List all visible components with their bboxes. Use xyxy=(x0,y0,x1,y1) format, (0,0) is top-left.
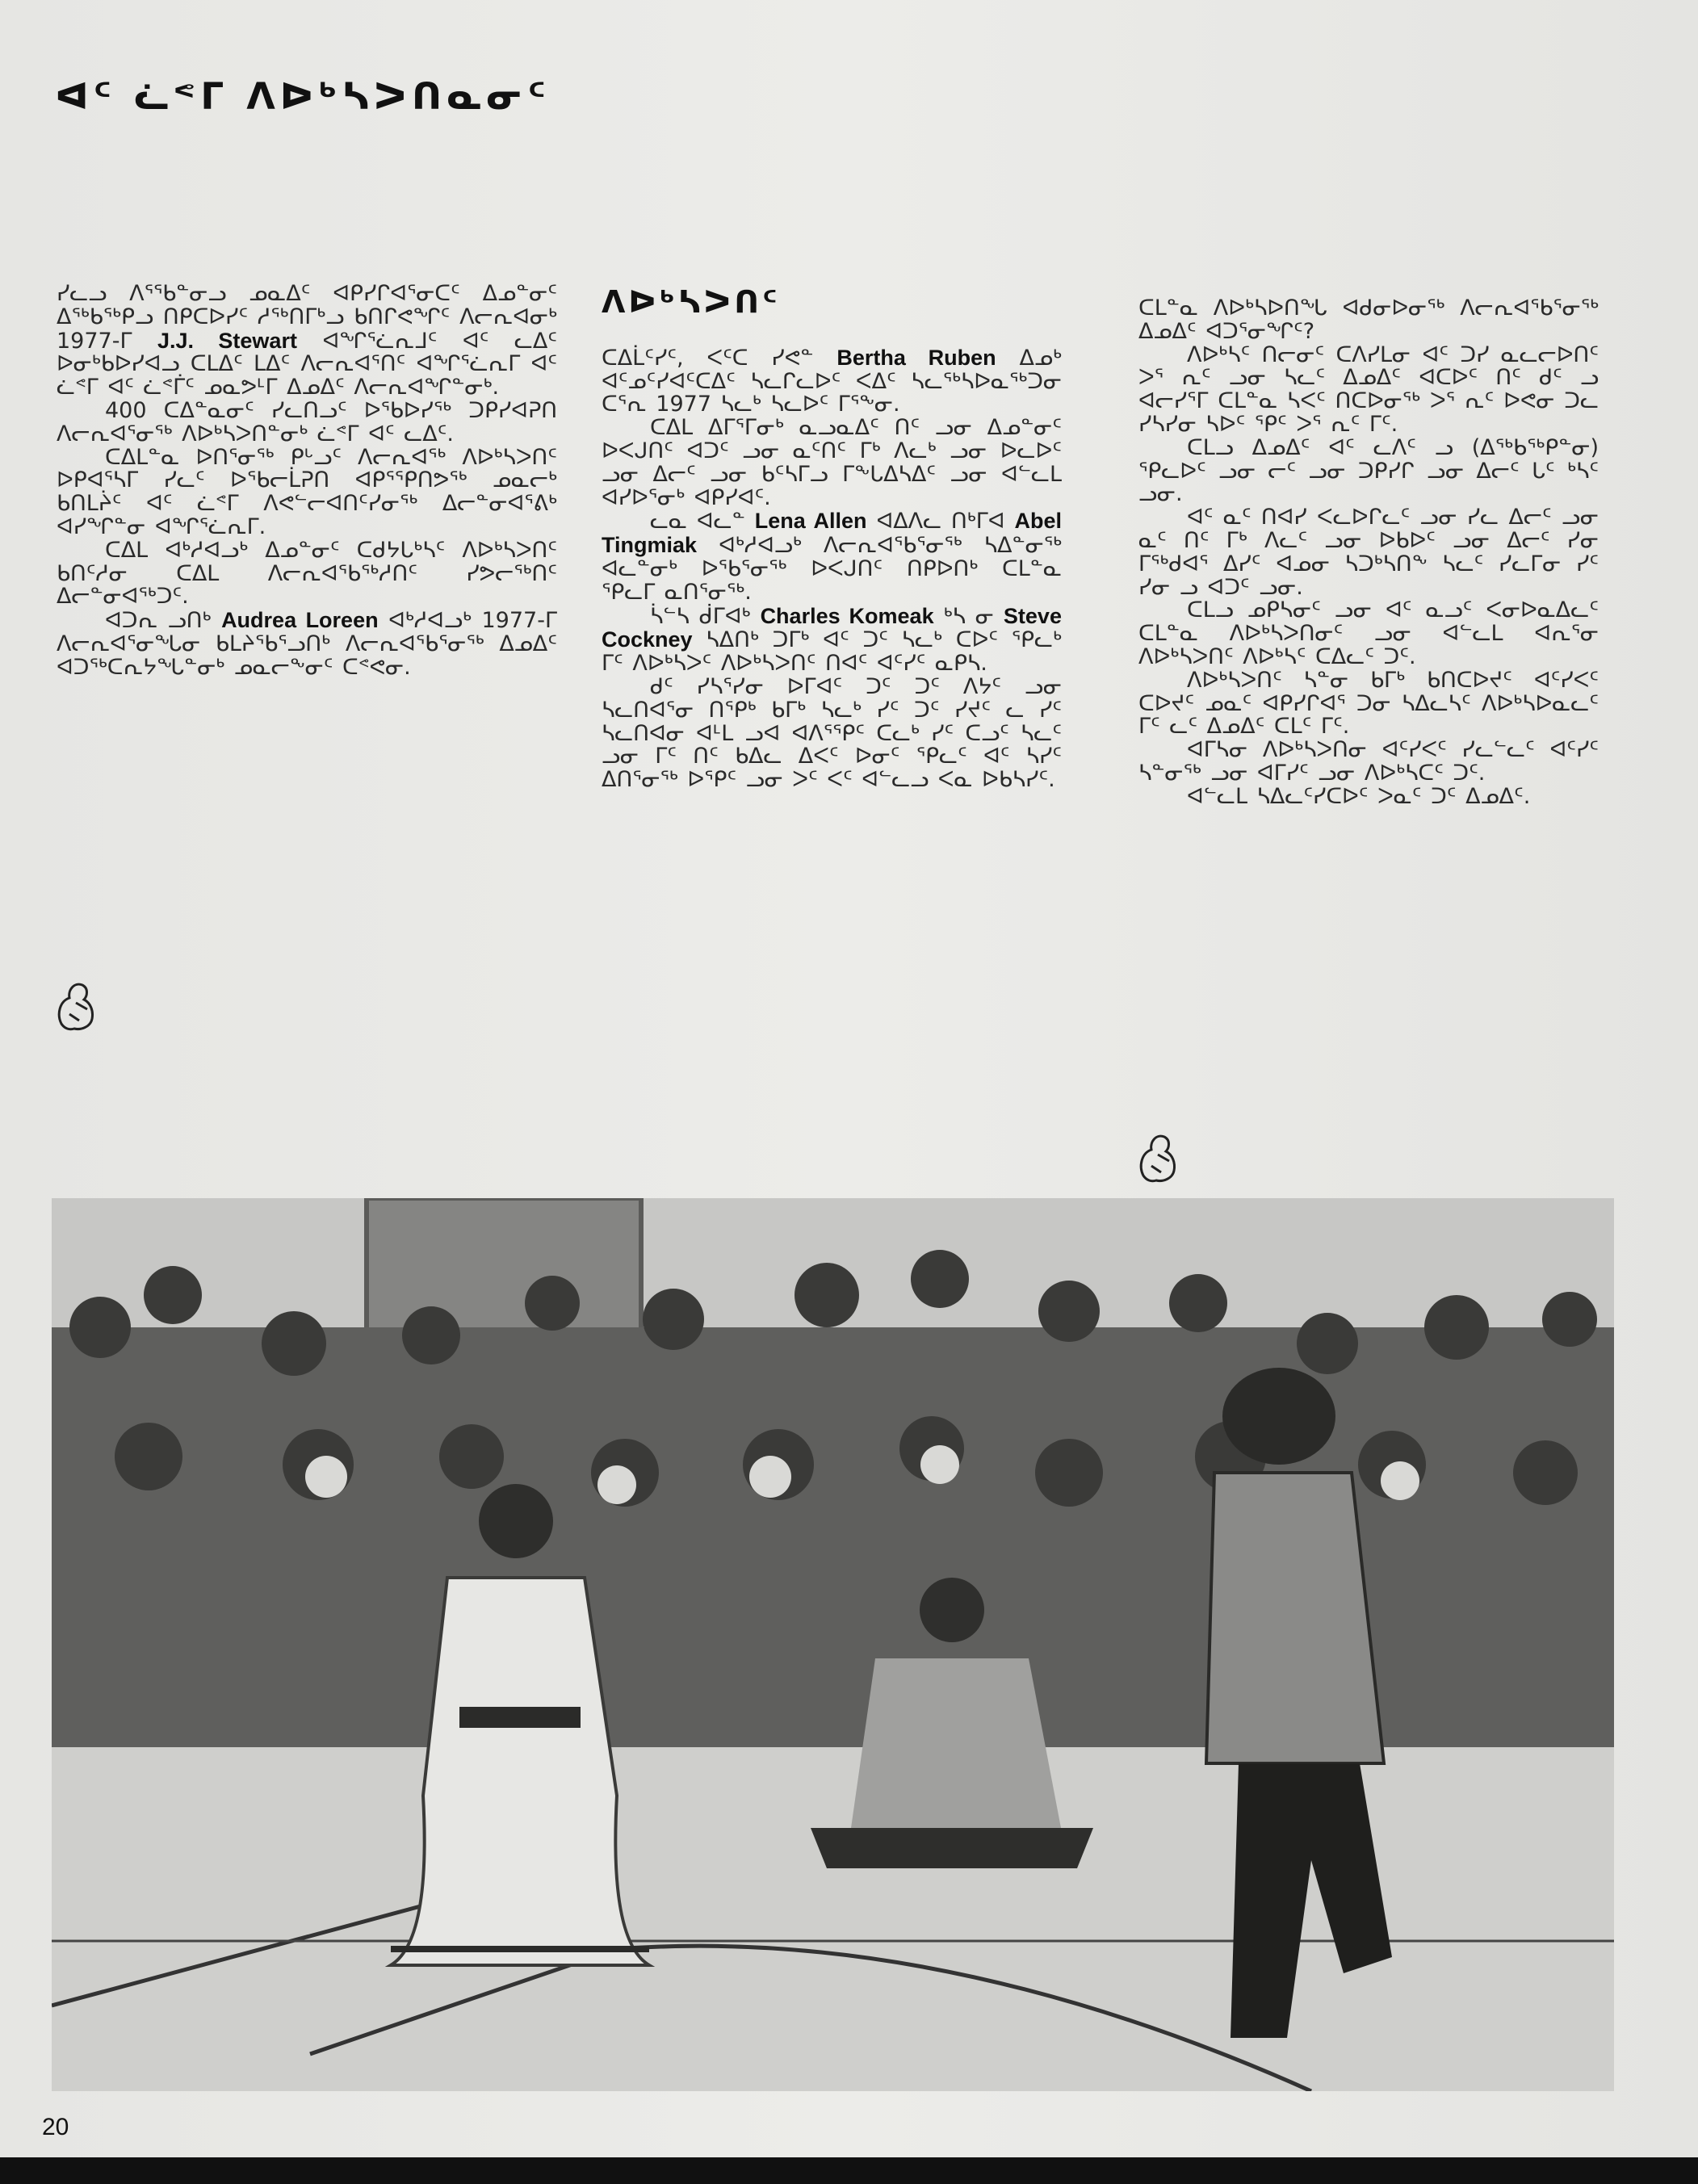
person-name: Steve Cockney xyxy=(602,603,1062,652)
page-heading: ᐊᑦ ᓛᕝᒥ ᐱᐅᒃᓴᐳᑎᓇᓂᑦ xyxy=(55,74,551,118)
paragraph: 400 ᑕᐃᓐᓇᓂᑦ ᓯᓚᑎᓗᑦ ᐅᖃᐅᓯᖅ ᑐᑭᓯᐊᕈᑎ ᐱᓕᕆᐊᕐᓂᖅ ᐱᐅᒃᓴᐳᑎᓐᓂᒃ ᓛᕝᒥ ᐊᑦ ᓚᐃᑦ. xyxy=(57,397,557,446)
article-column-2 xyxy=(602,284,1062,793)
paragraph: ᐊᑐᕆ ᓗᑎᒃ Audrea Loreen ᐊᒃᓱᐊᓗᒃ 1977-ᒥ ᐱᓕᕆᐊᕐᓂᖓᓂ ᑲᒪᔨᖃᕐᓗᑎᒃ ᐱᓕᕆᐊᖃᕐᓂᖅ ᐃᓄᐃᑦ ᐊᑐᖅᑕᕆᔭᖓᓐᓂᒃ ᓄᓇᓕᖕᓂᑦ ᑕᕝᕙᓂ. xyxy=(57,608,557,680)
event-photograph xyxy=(52,1198,1614,2091)
person-name: Bertha Ruben xyxy=(836,345,996,370)
section-heading: ᐱᐅᒃᓴᐳᑎᑦ xyxy=(602,284,781,320)
paragraph: ᑕᐃᒪ ᐃᒥᕐᒥᓂᒃ ᓇᓗᓇᐃᑦ ᑎᑦ ᓗᓂ ᐃᓄᓐᓂᑦ ᐅᐸᒍᑎᑦ ᐊᑐᑦ ᓗᓂ ᓇᑦᑎᑦ ᒥᒃ ᐱᓚᒃ ᓗᓂ ᐅᓚᐅᑦ ᓗᓂ ᐃᓕᑦ ᓗᓂ ᑲᑦᓴᒥᓗ ᒥᖕᒐᐃᓴᐃᑦ ᓗᓂ ᐊᓪᓚᒪ ᐊᓯᐅᕐᓂᒃ ᐊᑭᓯᐊᑦ. xyxy=(602,415,1062,510)
paragraph: ᐱᐅᒃᓴᑦ ᑎᓕᓂᑦ ᑕᐱᓯᒪᓂ ᐊᑦ ᑐᓯ ᓇᓚᓕᐅᑎᑦ ᐳᕐ ᕆᑦ ᓗᓂ ᓴᓚᑦ ᐃᓄᐃᑦ ᐊᑕᐅᑦ ᑎᑦ ᑯᑦ ᓗ ᐊᓕᓯᕐᒥ ᑕᒪᓐᓇ ᓴᐸᑦ ᑎᑕᐅᓂᖅ ᐳᕐ ᕆᑦ ᐅᕙᓂ ᑐᓚ ᓯᓴᓯᓂ ᓴᐅᑦ ᕿᑦ ᐳᕐ ᕆᑦ ᒥᑦ. xyxy=(1138,342,1599,437)
person-name: Lena Allen xyxy=(754,509,867,534)
bear-logo-icon xyxy=(52,974,100,1033)
paragraph: ᓯᓚᓗ ᐱᕐᖃᓐᓂᓗ ᓄᓇᐃᑦ ᐊᑭᓯᒋᐊᕐᓂᑕᑦ ᐃᓄᓐᓂᑦ ᐃᖅᑲᖅᑭᓗ ᑎᑭᑕᐅᓯᑦ ᓱᕐᒃᑎᒥᒃᓗ ᑲᑎᒋᕙᖏᑦ ᐱᓕᕆᐊᓂᒃ 1977-ᒥ J.J. Stewart ᐊᖏᕐᓛᕆᒧᑦ ᐊᑦ ᓚᐃᑦ ᐅᓂᒃᑲᐅᓯᐊᓗ ᑕᒪᐃᑦ ᒪᐃᑦ ᐱᓕᕆᐊᕐᑎᑦ ᐊᖏᕐᓛᕆᒥ ᐊᑦ ᓛᕝᒥ ᐊᑦ ᓛᕝᒦᑦ ᓄᓇᕗᒻᒥ ᐃᓄᐃᑦ ᐱᓕᕆᐊᖏᓐᓂᒃ. xyxy=(57,281,558,400)
paragraph: ᑕᐃᒪᓐᓇ ᐅᑎᕐᓂᖅ ᑭᒡᓗᑦ ᐱᓕᕆᐊᖅ ᐱᐅᒃᓴᐳᑎᑦ ᐅᑭᐊᕐᓴᒥ ᓯᓚᑦ ᐅᖃᓕᒫᕈᑎ ᐊᑭᕐᕿᑎᕗᖅ ᓄᓇᓕᒃ ᑲᑎᒪᔩᑦ ᐊᑦ ᓛᕝᒥ ᐱᕙᓪᓕᐊᑎᑦᓯᓂᖅ ᐃᓕᓐᓂᐊᕐᕕᒃ ᐊᓯᖏᓐᓂ ᐊᖏᕐᓛᕆᒥ. xyxy=(57,444,557,539)
paragraph: ᑯᑦ ᓯᓴᕐᓯᓂ ᐅᒥᐊᑦ ᑐᑦ ᑐᑦ ᐱᔭᑦ ᓗᓂ ᓴᓚᑎᐊᕐᓂ ᑎᕿᒃ ᑲᒥᒃ ᓴᓚᒃ ᓯᑦ ᑐᑦ ᓯᔪᑦ ᓚ ᓯᑦ ᓴᓚᑎᐊᓂ ᐊᒻᒪ ᓗᐊ ᐊᐱᕐᕿᑦ ᑕᓚᒃ ᓯᑦ ᑕᓗᑦ ᓴᓚᑦ ᓗᓂ ᒥᑦ ᑎᑦ ᑲᐃᓚ ᐃᐸᑦ ᐅᓂᑦ ᕿᓚᑦ ᐊᑦ ᓴᓯᑦ ᐃᑎᕐᓂᖅ ᐅᕿᑦ ᓗᓂ ᐳᑦ ᐸᑦ ᐊᓪᓚᓗ ᐸᓇ ᐅᑲᓴᓯᑦ. xyxy=(602,673,1062,793)
person-name: Abel Tingmiak xyxy=(602,509,1062,558)
paragraph: ᐊᑦ ᓇᑦ ᑎᐊᓯ ᐸᓚᐅᒋᓚᑦ ᓗᓂ ᓯᓚ ᐃᓕᑦ ᓗᓂ ᓇᑦ ᑎᑦ ᒥᒃ ᐱᓚᑦ ᓗᓂ ᐅᑲᐅᑦ ᓗᓂ ᐃᓕᑦ ᓯᓂ ᒥᕐᒃᑯᐊᕐ ᐃᓯᑦ ᐊᓄᓂ ᓴᑐᒃᓴᑎᖕ ᓴᓚᑦ ᓯᓚᒥᓂ ᓯᑦ ᓯᓂ ᓗ ᐊᑐᑦ ᓗᓂ. xyxy=(1138,505,1599,600)
paragraph: ᐱᐅᒃᓴᐳᑎᑦ ᓴᓐᓂ ᑲᒥᒃ ᑲᑎᑕᐅᔪᑦ ᐊᑦᓯᐸᑦ ᑕᐅᔪᑦ ᓄᓇᑦ ᐊᑭᓯᒋᐊᕐ ᑐᓂ ᓴᐃᓚᓴᑦ ᐱᐅᒃᓴᐅᓇᓚᑦ ᒥᑦ ᓚᑦ ᐃᓄᐃᑦ ᑕᒪᑦ ᒥᑦ. xyxy=(1138,667,1599,740)
paragraph: ᑕᐃᒫᑦᓯᑦ, ᐸᑦᑕ ᓯᕙᓐ Bertha Ruben ᐃᓄᒃ ᐊᑦᓄᑦᓯᐊᑦᑕᐃᑦ ᓴᓚᒋᓚᐅᑦ ᐸᐃᑦ ᓴᓚᕐᒃᓴᐅᓇᖅᑐᓂ ᑕᕐᕆ 1977 ᓴᓚᒃ ᓴᓚᐅᑦ ᒥᕐᖕᓂ. xyxy=(602,345,1062,417)
paragraph: ᐊᓪᓚᒪ ᓴᐃᓚᑦᓯᑕᐅᑦ ᐳᓇᑦ ᑐᑦ ᐃᓄᐃᑦ. xyxy=(1187,783,1531,809)
paragraph: ᑕᒪᓗ ᐃᓄᐃᑦ ᐊᑦ ᓚᐱᑦ ᓗ (ᐃᖅᑲᖅᑭᓐᓂ) ᕿᓚᐅᑦ ᓗᓂ ᓕᑦ ᓗᓂ ᑐᑭᓯᒋ ᓗᓂ ᐃᓕᑦ ᒐᑦ ᒃᓴᑦ ᓗᓂ. xyxy=(1138,434,1599,507)
person-name: J.J. Stewart xyxy=(157,328,297,353)
paragraph: ᓵᓪᓴ ᑰᒥᐊᒃ Charles Komeak ᒃᓴ ᓂ Steve Cockney ᓴᐃᑎᒃ ᑐᒥᒃ ᐊᑦ ᑐᑦ ᓴᓚᒃ ᑕᐅᑦ ᕿᓚᒃ ᒥᑦ ᐱᐅᒃᓴᐳᑦ ᐱᐅᒃᓴᐳᑎᑦ ᑎᐊᑦ ᐊᑦᓯᑦ ᓇᑭᓴ. xyxy=(602,603,1062,677)
photo-illustration xyxy=(52,1198,1614,2091)
person-name: Audrea Loreen xyxy=(221,608,379,633)
paragraph: ᐊᒥᓴᓂ ᐱᐅᒃᓴᐳᑎᓂ ᐊᑦᓯᐸᑦ ᓯᓚᓪᓚᑦ ᐊᑦᓯᑦ ᓴᓐᓂᖅ ᓗᓂ ᐊᒥᓯᑦ ᓗᓂ ᐱᐅᒃᓴᑕᑦ ᑐᑦ. xyxy=(1138,737,1599,786)
paragraph: ᑕᒪᓐᓇ ᐱᐅᒃᓴᐅᑎᖓ ᐊᑯᓂᐅᓂᖅ ᐱᓕᕆᐊᖃᕐᓂᖅ ᐃᓄᐃᑦ ᐊᑐᕐᓂᖏᑦ? xyxy=(1138,296,1599,344)
article-column-1 xyxy=(57,283,557,680)
scan-edge xyxy=(0,2157,1698,2184)
paragraph: ᑕᒪᓗ ᓄᑭᓴᓂᑦ ᓗᓂ ᐊᑦ ᓇᓗᑦ ᐸᓂᐅᓇᐃᓚᑦ ᑕᒪᓐᓇ ᐱᐅᒃᓴᐳᑎᓂᑦ ᓗᓂ ᐊᓪᓚᒪ ᐊᕆᕐᓂ ᐱᐅᒃᓴᐳᑎᑦ ᐱᐅᒃᓴᑦ ᑕᐃᓚᑦ ᑐᑦ. xyxy=(1138,597,1599,669)
paragraph: ᑕᐃᒪ ᐊᒃᓱᐊᓗᒃ ᐃᓄᓐᓂᑦ ᑕᑯᔭᒐᒃᓴᑦ ᐱᐅᒃᓴᐳᑎᑦ ᑲᑎᑦᓱᓂ ᑕᐃᒪ ᐱᓕᕆᐊᖃᖅᓱᑎᑦ ᓯᕗᓕᖅᑎᑦ ᐃᓕᓐᓂᐊᖅᑐᑦ. xyxy=(57,537,557,610)
person-name: Charles Komeak xyxy=(760,603,934,628)
article-column-3 xyxy=(1138,297,1599,809)
page-number: 20 xyxy=(42,2114,69,2140)
bear-logo-icon xyxy=(1134,1126,1182,1185)
paragraph: ᓚᓇ ᐊᓚᓐ Lena Allen ᐊᐃᐱᓚ ᑎᒃᒥᐊ Abel Tingmiak ᐊᒃᓱᐊᓗᒃ ᐱᓕᕆᐊᖃᕐᓂᖅ ᓴᐃᓐᓂᖅ ᐊᓚᓐᓂᒃ ᐅᖃᕐᓂᖅ ᐅᐸᒍᑎᑦ ᑎᑭᐅᑎᒃ ᑕᒪᓐᓇ ᕿᓚᒥ ᓇᑎᕐᓂᖅ. xyxy=(602,509,1062,605)
